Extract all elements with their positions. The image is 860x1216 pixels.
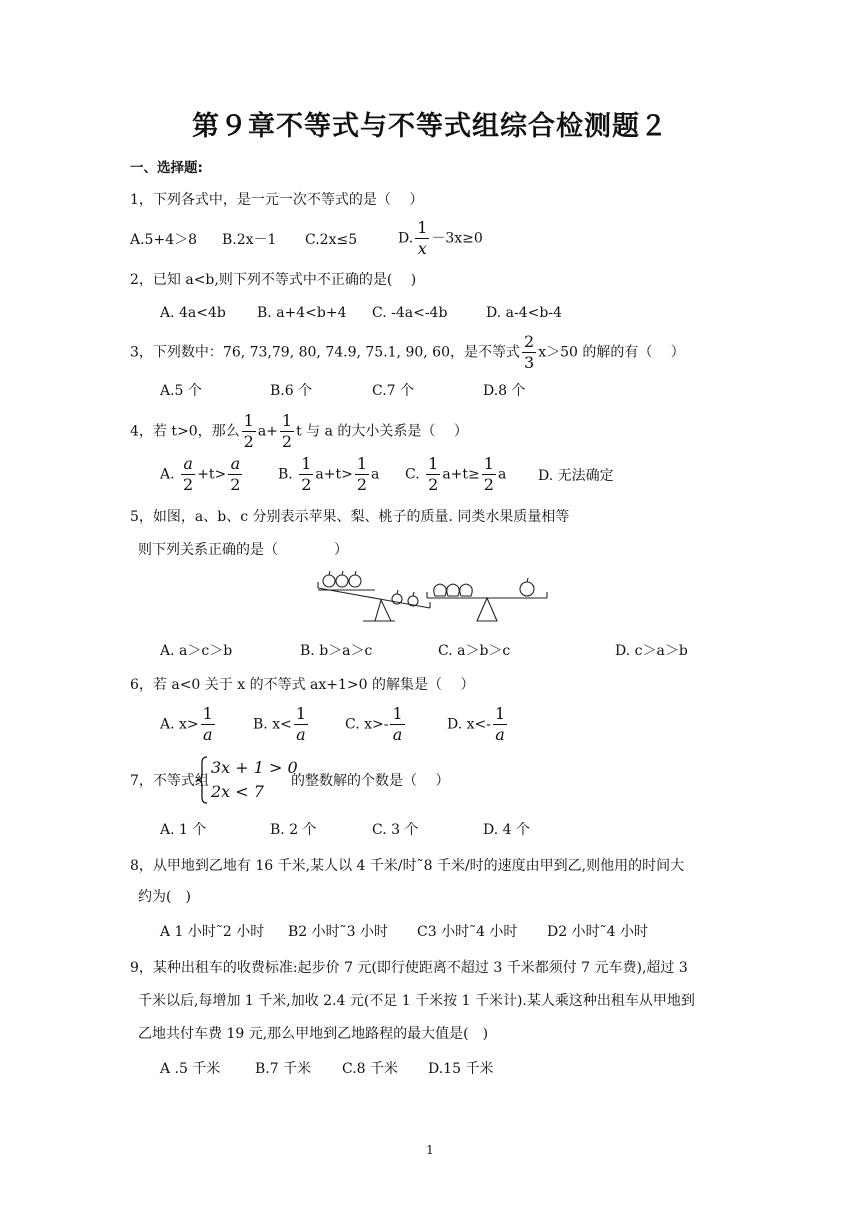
q4-a-frac2 [228,456,242,493]
q4-f2-num: 1 [281,411,293,430]
q3-option-b: B.6 个 [270,383,313,399]
question-9-stem-3: 乙地共付车费 19 元,那么甲地到乙地路程的最大值是( ) [138,1026,489,1042]
question-7-stem-post: 的整数解的个数是（ ） [291,773,450,789]
q4-c-mid: a+t≥ [442,466,480,483]
q3-frac-den: 3 [524,353,535,372]
q6-a-frac [201,706,215,743]
q4-f1-den: 2 [243,432,254,451]
question-9-stem-2: 千米以后,每增加 1 千米,加收 2.4 元(不足 1 千米按 1 千米计).某人乘这种出租车从甲地到 [138,993,695,1009]
q4-b-den2: 2 [356,475,368,494]
q6-option-c [345,706,407,743]
question-5-stem-2: 则下列关系正确的是（ ） [138,542,348,558]
q4-a-label: A. [160,466,175,483]
q1-option-d [398,220,483,257]
q3-option-a: A.5 个 [160,383,202,399]
q6-a-den: a [202,725,213,744]
q7-option-a: A. 1 个 [160,822,207,838]
q5-option-b: B. b＞a＞c [300,643,373,659]
q1-option-a: A.5+4＞8 [130,232,198,248]
question-3-stem [130,334,685,371]
q5-option-d: D. c＞a＞b [615,643,688,659]
q2-option-a: A. 4a<4b [160,305,226,321]
q4-c-den1: 2 [428,475,439,494]
q3-stem-post: x＞50 的解的有（ ） [538,344,685,361]
q4-stem-pre: 4，若 t>0，那么 [130,423,240,440]
q4-c-den2: 2 [483,475,494,494]
q4-c-num2: 1 [483,454,494,473]
q5-option-a: A. a＞c＞b [160,643,233,659]
q4-c-frac2 [482,456,496,493]
q4-option-d: D. 无法确定 [538,468,614,484]
q6-a-num: 1 [202,704,213,723]
q3-option-d: D.8 个 [483,383,526,399]
q6-a-label: A. x> [160,716,199,733]
q6-b-label: B. x< [253,716,292,733]
q6-b-num: 1 [295,704,307,723]
q4-b-num1: 1 [301,454,312,473]
q4-option-c [405,456,506,493]
q4-fraction-2 [280,413,294,450]
question-8-stem-2: 约为( ) [138,889,191,905]
q2-option-d: D. a-4<b-4 [486,305,562,321]
q6-c-label: C. x>- [345,716,389,733]
q1-d-label: D. [398,230,414,247]
q1-d-rest: －3x≥0 [431,230,483,247]
q7-option-b: B. 2 个 [270,822,317,838]
q4-a-den2: 2 [230,475,241,494]
page-number: 1 [426,1143,434,1157]
q7-row-1: 3x + 1 > 0 [211,758,298,777]
q6-c-num: 1 [392,704,403,723]
q6-option-a [160,706,217,743]
q6-option-d [447,706,509,743]
q3-frac-num: 2 [524,332,535,351]
q8-option-a: A 1 小时˜2 小时 [160,924,265,940]
q4-f1-num: 1 [243,411,254,430]
q4-b-mid: a+t> [315,466,353,483]
q4-a-den1: 2 [183,475,194,494]
q6-c-frac [390,706,404,743]
q6-d-num: 1 [494,704,506,723]
q3-option-c: C.7 个 [372,383,415,399]
page-title: 第９章不等式与不等式组综合检测题２ [192,111,668,142]
question-4-stem [130,413,468,450]
q4-c-frac1 [426,456,440,493]
q8-option-c: C3 小时˜4 小时 [417,924,518,940]
q1-frac-den: x [417,239,427,258]
q6-d-den: a [495,725,505,744]
q4-b-frac2 [355,456,369,493]
q6-d-label: D. x<- [447,716,491,733]
brace-icon [195,756,209,804]
q6-b-den: a [296,725,306,744]
q3-fraction [522,334,536,371]
q4-stem-post: t 与 a 的大小关系是（ ） [296,423,468,440]
q4-b-post: a [371,466,380,483]
q2-option-c: C. -4a<-4b [372,305,448,321]
q4-f2-den: 2 [281,432,293,451]
q4-c-post: a [497,466,507,483]
question-2-stem: 2，已知 a<b,则下列不等式中不正确的是( ) [130,272,417,288]
q4-a-frac1 [181,456,195,493]
q6-option-b [253,706,310,743]
q9-option-d: D.15 千米 [428,1061,494,1077]
q1-frac-num: 1 [417,218,428,237]
question-1-stem: 1，下列各式中，是一元一次不等式的是（ ） [130,192,424,208]
question-9-stem-1: 9，某种出租车的收费标准:起步价 7 元(即行使距离不超过 3 千米都须付 7 元车费),超过 3 [130,960,688,976]
q8-option-b: B2 小时˜3 小时 [288,924,389,940]
q4-stem-mid: a+ [257,423,278,440]
q4-b-label: B. [278,466,293,483]
q5-option-c: C. a＞b＞c [438,643,511,659]
q4-c-num1: 1 [428,454,439,473]
q4-c-label: C. [405,466,420,483]
question-7-stem-pre: 7，不等式组 [130,773,209,789]
balance-scale-figure [315,568,550,628]
q4-b-frac1 [299,456,313,493]
q7-row-2: 2x < 7 [211,782,264,801]
q1-option-c: C.2x≤5 [305,232,358,248]
q9-option-a: A .5 千米 [160,1061,221,1077]
q2-option-b: B. a+4<b+4 [257,305,347,321]
q4-a-num1: a [183,454,193,473]
q7-option-d: D. 4 个 [483,822,530,838]
q7-option-c: C. 3 个 [372,822,419,838]
q1-option-b: B.2x－1 [222,232,277,248]
q4-a-num2: a [230,454,241,473]
q9-option-b: B.7 千米 [255,1061,312,1077]
section-heading: 一、选择题: [130,160,203,176]
question-5-stem-1: 5，如图，a、b、c 分别表示苹果、梨、桃子的质量. 同类水果质量相等 [130,509,570,525]
q4-option-b [278,456,379,493]
q4-b-num2: 1 [356,454,368,473]
q6-b-frac [294,706,308,743]
q8-option-d: D2 小时˜4 小时 [547,924,648,940]
question-8-stem-1: 8，从甲地到乙地有 16 千米,某人以 4 千米/时˜8 千米/时的速度由甲到乙,则他用的时间大 [130,858,685,874]
q3-stem-pre: 3，下列数中：76, 73,79, 80, 74.9, 75.1, 90, 60，是不等式 [130,344,520,361]
q9-option-c: C.8 千米 [342,1061,399,1077]
q4-fraction-1 [242,413,256,450]
q6-c-den: a [392,725,403,744]
q4-option-a [160,456,244,493]
q1-fraction [415,220,429,257]
question-6-stem: 6，若 a<0 关于 x 的不等式 ax+1>0 的解集是（ ） [130,677,475,693]
q4-a-mid: +t> [197,466,227,483]
q4-b-den1: 2 [301,475,312,494]
q6-d-frac [493,706,507,743]
